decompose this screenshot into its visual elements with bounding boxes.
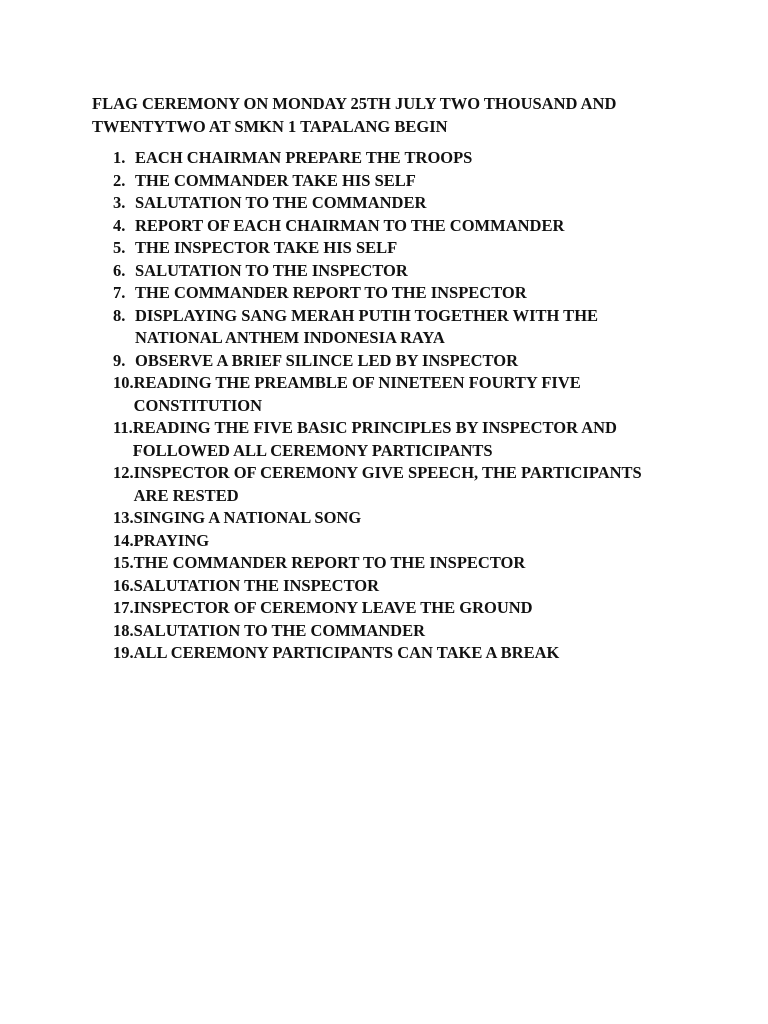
- list-item: [113, 507, 673, 530]
- list-item-number: 10.: [113, 373, 134, 392]
- list-item-text: OBSERVE A BRIEF SILINCE LED BY INSPECTOR: [135, 350, 519, 370]
- list-item-text: THE COMMANDER REPORT TO THE INSPECTOR: [133, 553, 526, 572]
- list-item-text: DISPLAYING SANG MERAH PUTIH TOGETHER WITH THE NATIONAL ANTHEM INDONESIA RAYA: [135, 305, 599, 347]
- list-item-number: 18.: [113, 620, 134, 640]
- list-item-number: 2.: [113, 170, 126, 190]
- list-item-text: SINGING A NATIONAL SONG: [133, 508, 362, 527]
- list-item: [113, 417, 673, 462]
- list-item: [113, 575, 673, 598]
- list-item-text: PRAYING: [133, 530, 210, 550]
- list-item-number: 8.: [113, 305, 126, 325]
- document-heading: FLAG CEREMONY ON MONDAY 25TH JULY TWO THOUSAND AND TWENTYTWO AT SMKN 1 TAPALANG BEGIN: [92, 94, 617, 136]
- list-item: [113, 462, 673, 507]
- list-item-text: ALL CEREMONY PARTICIPANTS CAN TAKE A BREAK: [133, 643, 560, 662]
- list-item-text: SALUTATION TO THE COMMANDER: [133, 620, 426, 640]
- list-item-text: THE INSPECTOR TAKE HIS SELF: [135, 238, 398, 257]
- list-item-number: 13.: [113, 508, 134, 527]
- list-item-number: 19.: [113, 643, 134, 662]
- list-item-text: SALUTATION THE INSPECTOR: [133, 575, 380, 595]
- list-item-number: 11.: [113, 418, 133, 437]
- list-item-number: 17.: [113, 598, 134, 617]
- list-item-number: 1.: [113, 148, 126, 167]
- list-item-text: INSPECTOR OF CEREMONY GIVE SPEECH, THE PARTICIPANTS ARE RESTED: [133, 463, 642, 505]
- list-item-text: READING THE FIVE BASIC PRINCIPLES BY INSPECTOR AND FOLLOWED ALL CEREMONY PARTICIPANTS: [132, 418, 617, 460]
- list-item-text: THE COMMANDER REPORT TO THE INSPECTOR: [135, 283, 527, 302]
- list-item: [113, 620, 673, 643]
- list-item: [113, 237, 673, 260]
- list-item: [113, 170, 673, 193]
- list-item: [113, 282, 673, 305]
- list-item-number: 3.: [113, 193, 126, 212]
- list-item-number: 15.: [113, 553, 134, 572]
- list-item: [113, 530, 673, 553]
- ceremony-steps-list: [113, 147, 673, 665]
- list-item-text: READING THE PREAMBLE OF NINETEEN FOURTY FIVE CONSTITUTION: [133, 373, 581, 415]
- list-item-text: EACH CHAIRMAN PREPARE THE TROOPS: [135, 148, 473, 167]
- list-item: [113, 215, 673, 238]
- list-item-number: 16.: [113, 575, 134, 595]
- list-item-text: REPORT OF EACH CHAIRMAN TO THE COMMANDER: [135, 215, 565, 235]
- list-item-text: SALUTATION TO THE COMMANDER: [135, 193, 427, 212]
- list-item-text: THE COMMANDER TAKE HIS SELF: [135, 170, 416, 190]
- list-item-number: 6.: [113, 260, 126, 280]
- list-item-text: SALUTATION TO THE INSPECTOR: [135, 260, 408, 280]
- list-item-text: INSPECTOR OF CEREMONY LEAVE THE GROUND: [133, 598, 533, 617]
- list-item-number: 12.: [113, 463, 134, 482]
- list-item-number: 4.: [113, 215, 126, 235]
- list-item-number: 9.: [113, 350, 126, 370]
- list-item: [113, 147, 673, 170]
- list-item: [113, 350, 673, 373]
- list-item-number: 7.: [113, 283, 126, 302]
- list-item: [113, 192, 673, 215]
- list-item-number: 5.: [113, 238, 126, 257]
- list-item: [113, 552, 673, 575]
- list-item: [113, 372, 673, 417]
- list-item: [113, 597, 673, 620]
- list-item: [113, 642, 673, 665]
- list-item: [113, 305, 673, 350]
- list-item-number: 14.: [113, 530, 134, 550]
- list-item: [113, 260, 673, 283]
